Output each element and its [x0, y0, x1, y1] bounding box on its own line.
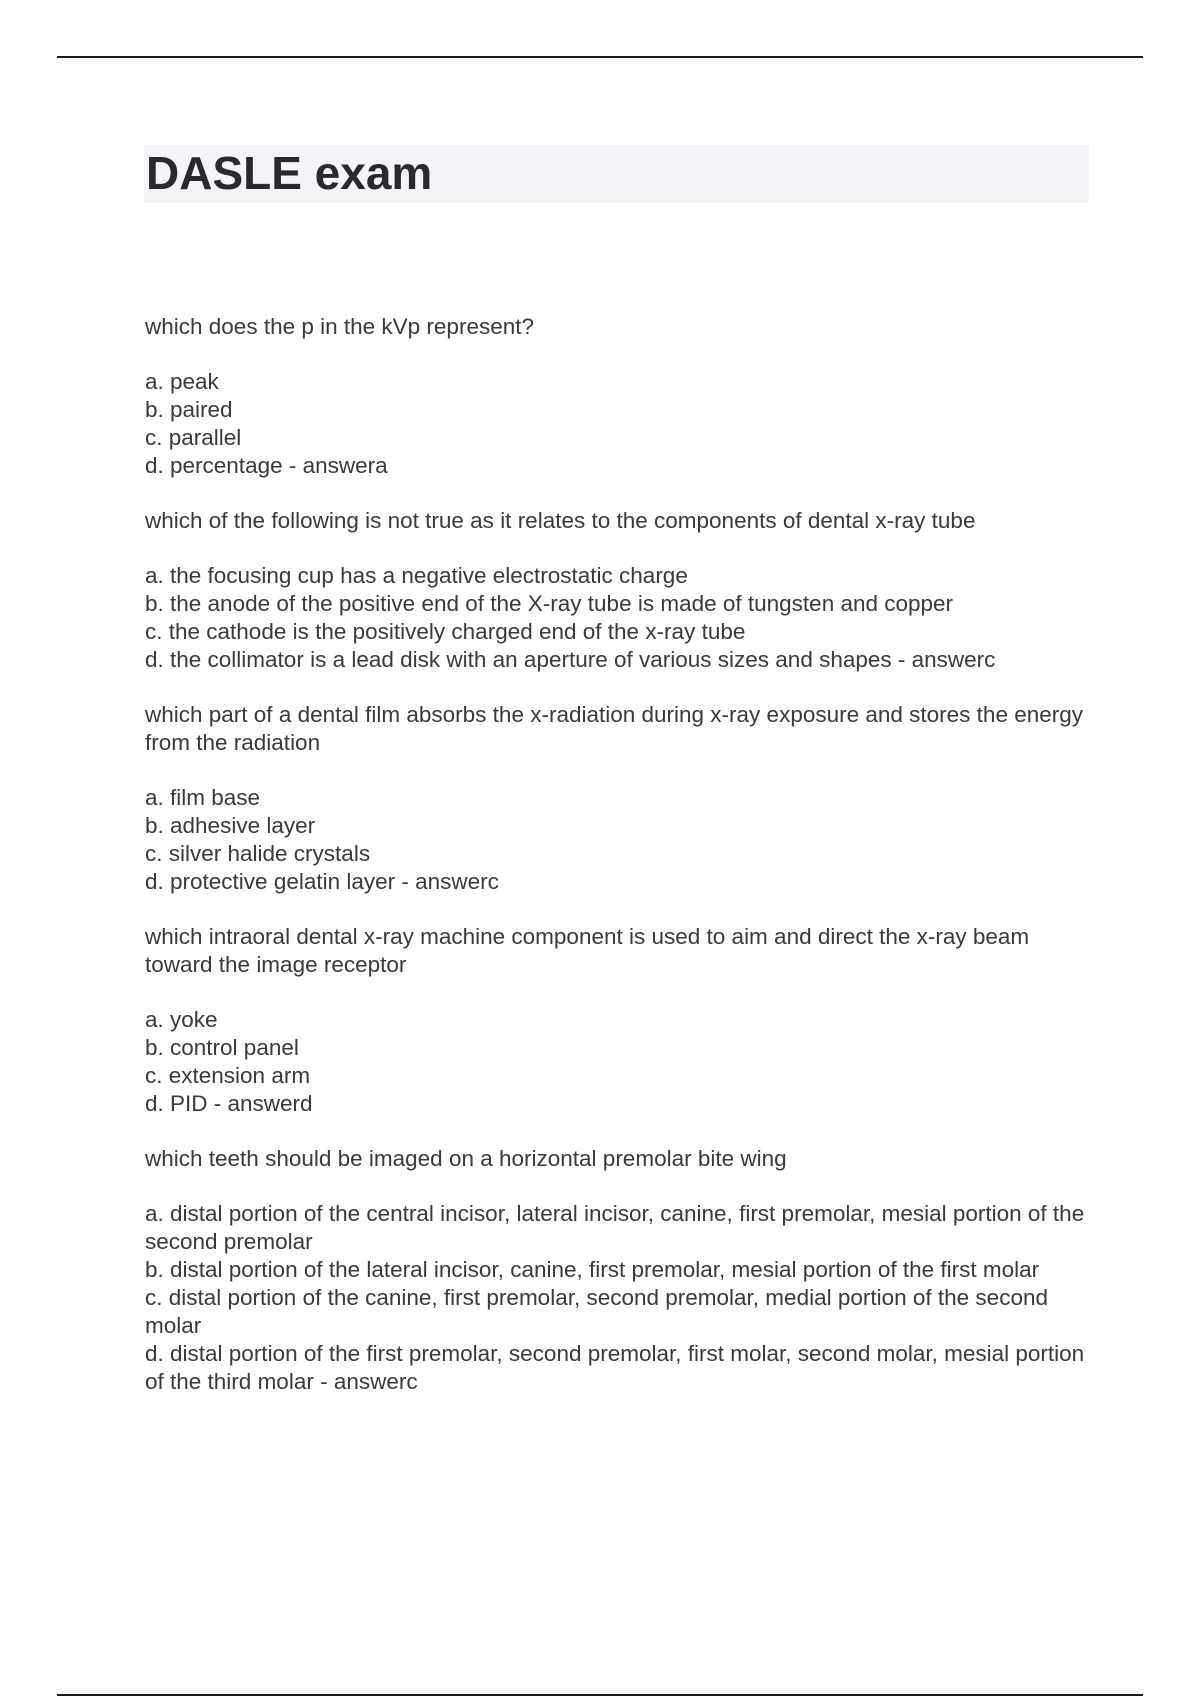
page-title: DASLE exam: [146, 147, 433, 199]
answer-options: [145, 784, 1090, 896]
answer-option: c. parallel: [145, 425, 242, 450]
answer-option: a. the focusing cup has a negative electrostatic charge: [145, 563, 688, 588]
answer-option: c. extension arm: [145, 1063, 311, 1088]
question-item: [145, 313, 1090, 480]
answer-option: d. distal portion of the first premolar, second premolar, first molar, second molar, mesial portion of the third molar - answerc: [145, 1341, 1085, 1394]
question-item: [145, 1145, 1090, 1396]
answer-option: d. the collimator is a lead disk with an aperture of various sizes and shapes - answerc: [145, 647, 996, 672]
answer-options: [145, 562, 1090, 674]
answer-option: b. distal portion of the lateral incisor, canine, first premolar, mesial portion of the first molar: [145, 1257, 1040, 1282]
answer-options: [145, 1200, 1090, 1396]
question-item: [145, 923, 1090, 1118]
header-rule: [57, 56, 1143, 58]
answer-option: a. film base: [145, 785, 261, 810]
question-item: [145, 507, 1090, 674]
answer-option: d. percentage - answera: [145, 453, 388, 478]
question-text: which intraoral dental x-ray machine component is used to aim and direct the x-ray beam toward the image receptor: [145, 924, 1030, 977]
answer-option: a. distal portion of the central incisor, lateral incisor, canine, first premolar, mesial portion of the second premolar: [145, 1201, 1085, 1254]
answer-option: d. protective gelatin layer - answerc: [145, 869, 499, 894]
answer-option: c. silver halide crystals: [145, 841, 371, 866]
question-text: which teeth should be imaged on a horizontal premolar bite wing: [145, 1146, 787, 1171]
answer-option: d. PID - answerd: [145, 1091, 313, 1116]
answer-option: a. peak: [145, 369, 219, 394]
question-text: which does the p in the kVp represent?: [145, 314, 534, 339]
answer-option: c. distal portion of the canine, first premolar, second premolar, medial portion of the second molar: [145, 1285, 1048, 1338]
question-list: [145, 313, 1090, 1423]
answer-option: a. yoke: [145, 1007, 218, 1032]
footer-rule: [57, 1694, 1143, 1696]
answer-option: b. the anode of the positive end of the X-ray tube is made of tungsten and copper: [145, 591, 954, 616]
answer-options: [145, 1006, 1090, 1118]
answer-option: b. control panel: [145, 1035, 299, 1060]
question-text: which part of a dental film absorbs the x-radiation during x-ray exposure and stores the energy from the radiation: [145, 702, 1084, 755]
question-item: [145, 701, 1090, 896]
answer-option: b. adhesive layer: [145, 813, 316, 838]
answer-option: c. the cathode is the positively charged end of the x-ray tube: [145, 619, 746, 644]
answer-options: [145, 368, 1090, 480]
question-text: which of the following is not true as it relates to the components of dental x-ray tube: [145, 508, 976, 533]
answer-option: b. paired: [145, 397, 233, 422]
